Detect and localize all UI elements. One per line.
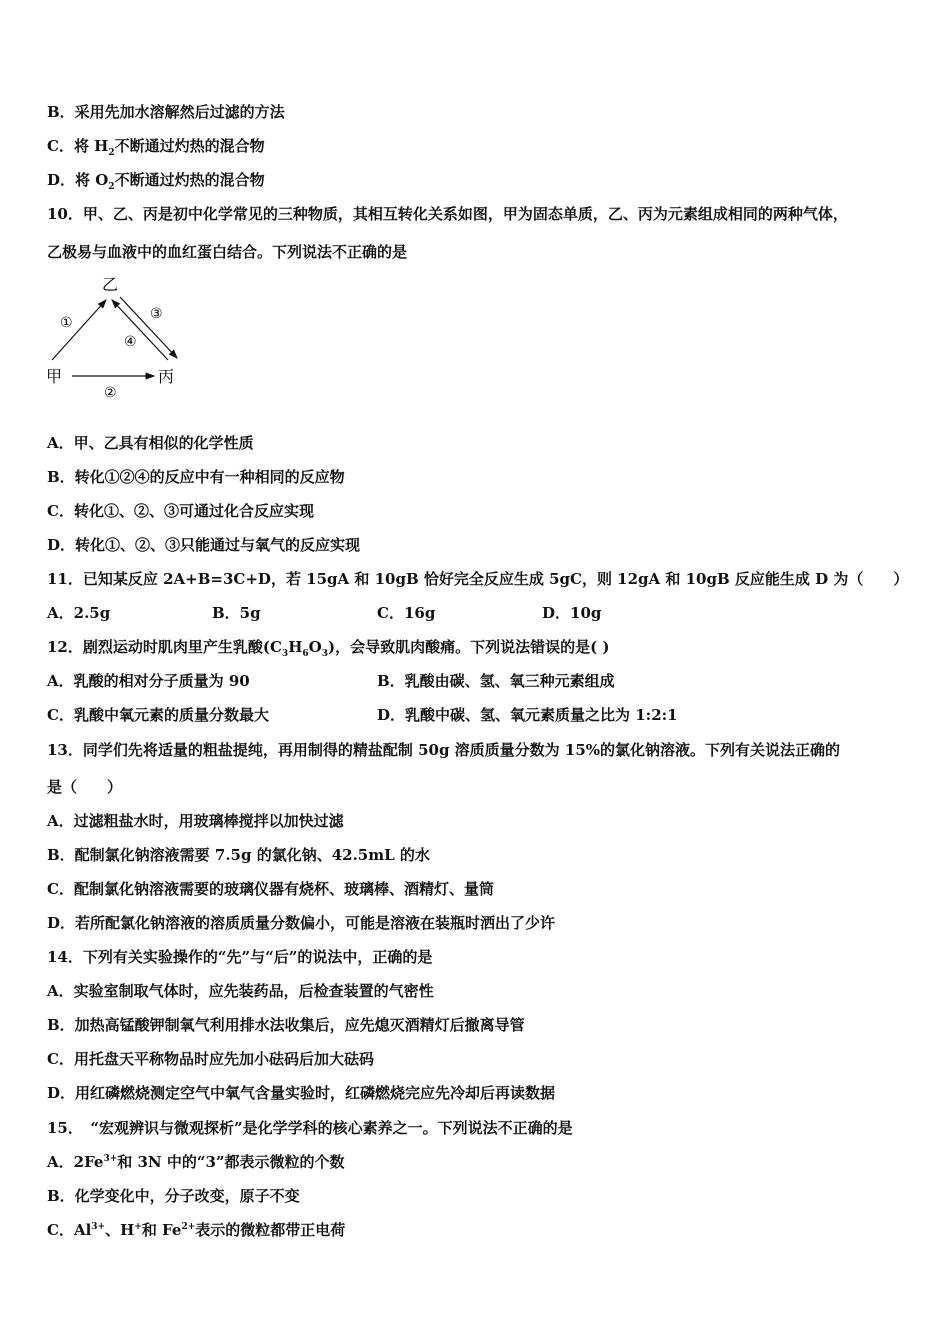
q10-option-b: B．转化①②④的反应中有一种相同的反应物 (47, 468, 345, 486)
q12-stem (47, 637, 610, 657)
q11-option-b: B．5g (212, 604, 261, 622)
q10-option-d: D．转化①、②、③只能通过与氧气的反应实现 (47, 536, 361, 554)
superscript: + (134, 1222, 142, 1232)
q15-option-a (47, 1152, 345, 1172)
text: 、H (105, 1221, 135, 1239)
q9-option-b: B．采用先加水溶解然后过滤的方法 (47, 103, 285, 121)
node-yi: 乙 (102, 275, 119, 294)
label-4: ④ (124, 334, 137, 350)
text: H (288, 638, 303, 656)
text: 不断通过灼热的混合物 (114, 171, 265, 189)
label-1: ① (60, 315, 73, 331)
superscript: 3+ (103, 1154, 118, 1164)
label-2: ② (104, 385, 117, 401)
q10-option-c: C．转化①、②、③可通过化合反应实现 (47, 502, 314, 520)
q10-stem-line2: 乙极易与血液中的血红蛋白结合。下列说法不正确的是 (47, 243, 408, 261)
q13-option-b: B．配制氯化钠溶液需要 7.5g 的氯化钠、42.5mL 的水 (47, 846, 430, 864)
text: C．Al (47, 1221, 92, 1239)
q11-stem: 11．已知某反应 2A+B=3C+D，若 15gA 和 10gB 恰好完全反应生成 5gC，则 12gA 和 10gB 反应能生成 D 为（ ） (47, 570, 909, 588)
text: C．将 H (47, 137, 109, 155)
q13-stem-line1: 13．同学们先将适量的粗盐提纯，再用制得的精盐配制 50g 溶质质量分数为 15%的氯化钠溶液。下列有关说法正确的 (47, 741, 841, 759)
subscript: 2 (108, 148, 115, 158)
subscript: 6 (302, 649, 309, 659)
q11-option-a: A．2.5g (47, 604, 111, 622)
q11-option-d: D．10g (542, 604, 602, 622)
q14-option-d: D．用红磷燃烧测定空气中氧气含量实验时，红磷燃烧完应先冷却后再读数据 (47, 1084, 556, 1102)
text: 12．剧烈运动时肌肉里产生乳酸(C (47, 638, 282, 656)
node-jia: 甲 (46, 367, 63, 386)
label-3: ③ (150, 306, 163, 322)
q14-stem: 14．下列有关实验操作的“先”与“后”的说法中，正确的是 (47, 948, 433, 966)
q14-option-a: A．实验室制取气体时，应先装药品，后检查装置的气密性 (47, 982, 434, 1000)
q9-option-c (47, 136, 265, 156)
text: 表示的微粒都带正电荷 (195, 1221, 346, 1239)
q12-option-c: C．乳酸中氧元素的质量分数最大 (47, 706, 269, 724)
q12-option-d: D．乳酸中碳、氢、氧元素质量之比为 1:2:1 (377, 706, 678, 724)
q15-stem: 15． “宏观辨识与微观探析”是化学学科的核心素养之一。下列说法不正确的是 (47, 1119, 573, 1137)
q12-option-b: B．乳酸由碳、氢、氧三种元素组成 (377, 672, 615, 690)
subscript: 3 (281, 649, 289, 659)
q12-option-a: A．乳酸的相对分子质量为 90 (47, 672, 250, 690)
q14-option-b: B．加热高锰酸钾制氧气利用排水法收集后，应先熄灭酒精灯后撤离导管 (47, 1016, 525, 1034)
q13-option-d: D．若所配氯化钠溶液的溶质质量分数偏小，可能是溶液在装瓶时洒出了少许 (47, 914, 556, 932)
text: 不断通过灼热的混合物 (114, 137, 265, 155)
q10-option-a: A．甲、乙具有相似的化学性质 (47, 434, 254, 452)
q13-option-c: C．配制氯化钠溶液需要的玻璃仪器有烧杯、玻璃棒、酒精灯、量筒 (47, 880, 494, 898)
text: 和 Fe (141, 1221, 182, 1239)
q15-option-b: B．化学变化中，分子改变，原子不变 (47, 1187, 300, 1205)
q9-option-d (47, 170, 265, 190)
q10-stem-line1: 10．甲、乙、丙是初中化学常见的三种物质，其相互转化关系如图，甲为固态单质，乙、丙为元素组成相同的两种气体， (47, 205, 848, 223)
q14-option-c: C．用托盘天平称物品时应先加小砝码后加大砝码 (47, 1050, 374, 1068)
superscript: 2+ (181, 1222, 196, 1232)
q15-option-c (47, 1220, 345, 1240)
text: A．2Fe (47, 1153, 104, 1171)
conversion-diagram (40, 270, 240, 410)
subscript: 2 (108, 182, 115, 192)
node-bing: 丙 (158, 367, 175, 386)
q13-stem-line2: 是（ ） (47, 778, 123, 796)
superscript: 3+ (91, 1222, 106, 1232)
text: 和 3N 中的“3”都表示微粒的个数 (117, 1153, 345, 1171)
text: )，会导致肌肉酸痛。下列说法错误的是( ) (327, 638, 610, 656)
subscript: 3 (321, 649, 328, 659)
q13-option-a: A．过滤粗盐水时，用玻璃棒搅拌以加快过滤 (47, 812, 344, 830)
text: D．将 O (47, 171, 109, 189)
q11-option-c: C．16g (377, 604, 436, 622)
text: O (308, 638, 322, 656)
